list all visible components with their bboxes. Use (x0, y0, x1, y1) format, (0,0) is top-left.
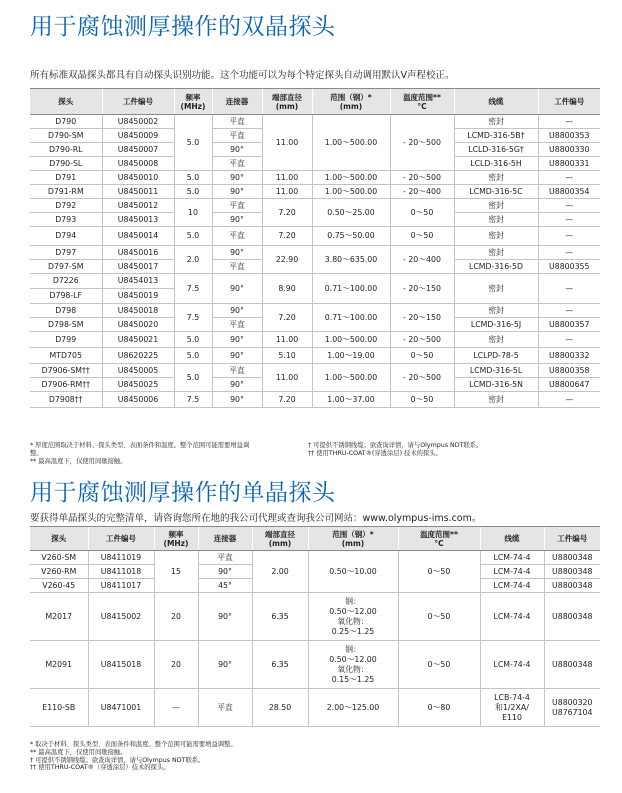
freq-cell: — (154, 689, 198, 727)
table-row (30, 593, 600, 641)
tipdiam-cell: 5.10 (262, 348, 312, 364)
cable-cell: LCMD-316-5D (454, 260, 538, 274)
col-frequency: 频率 (MHz) (174, 89, 212, 115)
cable-cell: 密封 (454, 392, 538, 408)
conn-cell: 平直 (212, 364, 262, 378)
footnote: ** 最高温度下，仅使用间歇接触。 (30, 748, 127, 756)
col-range: 范围（钢）* (mm) (308, 527, 398, 551)
temp-cell: - 20～500 (390, 332, 454, 348)
cable-item-cell: — (538, 246, 600, 260)
col-probe: 探头 (30, 89, 102, 115)
conn-cell: 平直 (212, 157, 262, 171)
probe-cell: D790 (30, 115, 102, 129)
range-cell: 2.00～125.00 (308, 689, 398, 727)
cable-item-cell: U8800348 (544, 593, 600, 641)
item-cell: U8411018 (88, 565, 154, 579)
col-item-number: 工件编号 (102, 89, 174, 115)
item-cell: U8450005 (102, 364, 174, 378)
temp-cell: - 20～500 (390, 115, 454, 171)
conn-cell: 90° (198, 641, 252, 689)
tipdiam-cell: 2.00 (252, 551, 308, 593)
cable-item-cell: — (538, 332, 600, 348)
footnote: ** 最高温度下，仅使用间歇接触。 (30, 457, 127, 465)
item-cell: U8454013 (102, 274, 174, 289)
tipdiam-cell: 7.20 (262, 199, 312, 227)
table-row (30, 115, 600, 129)
probe-cell: D791 (30, 171, 102, 185)
conn-cell: 90° (212, 392, 262, 408)
probe-cell: D792 (30, 199, 102, 213)
cable-item-cell: U8800647 (538, 378, 600, 392)
tipdiam-cell: 8.90 (262, 274, 312, 304)
item-cell: U8471001 (88, 689, 154, 727)
col-connector: 连接器 (212, 89, 262, 115)
cable-cell: LCLD-316-5G† (454, 143, 538, 157)
conn-cell: 90° (212, 348, 262, 364)
range-cell: 1.00～19.00 (312, 348, 390, 364)
item-cell: U8450016 (102, 246, 174, 260)
cable-cell: LCMD-316-5C (454, 185, 538, 199)
range-cell: 1.00～500.00 (312, 364, 390, 392)
conn-cell: 90° (212, 304, 262, 318)
footnote: †† 使用THRU-COAT®(穿透涂层) 技术的探头。 (308, 449, 442, 457)
conn-cell: 平直 (212, 199, 262, 213)
item-cell: U8450010 (102, 171, 174, 185)
cable-item-cell: U8800348 (544, 565, 600, 579)
probe-cell: M2091 (30, 641, 88, 689)
conn-cell: 平直 (212, 260, 262, 274)
item-cell: U8450014 (102, 227, 174, 246)
cable-item-cell: — (538, 274, 600, 304)
item-cell: U8620225 (102, 348, 174, 364)
temp-cell: 0～80 (398, 689, 480, 727)
item-cell: U8415018 (88, 641, 154, 689)
probe-cell: D790-SL (30, 157, 102, 171)
freq-cell: 7.5 (174, 304, 212, 332)
table-row (30, 185, 600, 199)
freq-cell: 20 (154, 593, 198, 641)
footnote: †† 使用THRU-COAT®（穿透涂层）技术的探头。 (30, 764, 170, 772)
cable-item-cell: U8800353 (538, 129, 600, 143)
cable-item-cell: U8800348 (544, 551, 600, 565)
cable-item-cell: — (538, 304, 600, 318)
conn-cell: 平直 (212, 318, 262, 332)
cable-cell: LCLD-316-5H (454, 157, 538, 171)
freq-cell: 15 (154, 551, 198, 593)
cable-cell: LCMD-316-5J (454, 318, 538, 332)
col-cable-item-number: 工件编号 (538, 89, 600, 115)
range-cell: 0.75～50.00 (312, 227, 390, 246)
cable-item-cell: U8800330 (538, 143, 600, 157)
freq-cell: 7.5 (174, 274, 212, 304)
temp-cell: 0～50 (390, 199, 454, 227)
range-cell: 1.00～500.00 (312, 332, 390, 348)
conn-cell: 平直 (212, 115, 262, 129)
conn-cell: 90° (212, 171, 262, 185)
single-probe-intro: 要获得单晶探头的完整清单，请咨询您所在地的我公司代理或查询我公司网站：www.olympus-ims.com。 (30, 513, 482, 524)
table-row (30, 227, 600, 246)
tipdiam-cell: 7.20 (262, 392, 312, 408)
range-cell: 0.50～25.00 (312, 199, 390, 227)
freq-cell: 5.0 (174, 185, 212, 199)
cable-cell: LCMD-316-5L (454, 364, 538, 378)
table-row (30, 551, 600, 565)
cable-cell: LCMD-316-5B† (454, 129, 538, 143)
footnote: † 可提供不锈钢线缆；欲查询详情，请与Olympus NDT联系。 (30, 756, 205, 764)
range-cell: 0.71～100.00 (312, 274, 390, 304)
freq-cell: 10 (174, 199, 212, 227)
probe-cell: D799 (30, 332, 102, 348)
item-cell: U8450019 (102, 289, 174, 304)
table-header-row (30, 527, 600, 551)
conn-cell: 90° (212, 213, 262, 227)
conn-cell: 90° (198, 593, 252, 641)
conn-cell: 平直 (198, 551, 252, 565)
probe-cell: D790-RL (30, 143, 102, 157)
freq-cell: 5.0 (174, 171, 212, 185)
col-probe: 探头 (30, 527, 88, 551)
freq-cell: 2.0 (174, 246, 212, 274)
cable-item-cell: U8800348 (544, 641, 600, 689)
table-row (30, 171, 600, 185)
freq-cell: 5.0 (174, 332, 212, 348)
probe-cell: D791-RM (30, 185, 102, 199)
cable-cell: LCM-74-4 (480, 565, 544, 579)
temp-cell: - 20～400 (390, 185, 454, 199)
item-cell: U8450008 (102, 157, 174, 171)
probe-cell: D7906-SM†† (30, 364, 102, 378)
footnote: * 取决于材料、探头类型、表面条件和温度。整个范围可能需要增益调整。 (30, 741, 237, 748)
col-temperature: 温度范围** °C (390, 89, 454, 115)
dual-probe-intro: 所有标准双晶探头都具有自动探头识别功能。这个功能可以为每个特定探头自动调用默认V声程校正。 (30, 70, 455, 81)
tipdiam-cell: 11.00 (262, 185, 312, 199)
temp-cell: 0～50 (398, 551, 480, 593)
item-cell: U8450021 (102, 332, 174, 348)
single-probe-footnotes (30, 741, 600, 772)
col-frequency: 频率 (MHz) (154, 527, 198, 551)
item-cell: U8450009 (102, 129, 174, 143)
item-cell: U8450025 (102, 378, 174, 392)
cable-cell: 密封 (454, 227, 538, 246)
tipdiam-cell: 11.00 (262, 364, 312, 392)
col-cable: 线缆 (454, 89, 538, 115)
item-cell: U8450002 (102, 115, 174, 129)
item-cell: U8450018 (102, 304, 174, 318)
probe-cell: D7908†† (30, 392, 102, 408)
conn-cell: 90° (198, 565, 252, 579)
cable-cell: 密封 (454, 115, 538, 129)
cable-cell: LCM-74-4 (480, 593, 544, 641)
cable-item-cell: U8800348 (544, 579, 600, 593)
probe-cell: D798-LF (30, 289, 102, 304)
table-row (30, 199, 600, 213)
table-row (30, 332, 600, 348)
range-cell: 0.50～10.00 (308, 551, 398, 593)
cable-item-cell: U8800358 (538, 364, 600, 378)
probe-cell: D7906-RM†† (30, 378, 102, 392)
temp-cell: 0～50 (398, 593, 480, 641)
range-cell: 钢： 0.50～12.00 氧化物： 0.15～1.25 (308, 641, 398, 689)
cable-cell: LCM-74-4 (480, 579, 544, 593)
table-row (30, 392, 600, 408)
tipdiam-cell: 11.00 (262, 332, 312, 348)
conn-cell: 90° (212, 185, 262, 199)
col-tip-diameter: 端部直径 (mm) (252, 527, 308, 551)
probe-cell: MTD705 (30, 348, 102, 364)
item-cell: U8450007 (102, 143, 174, 157)
probe-cell: D798-SM (30, 318, 102, 332)
cable-cell: 密封 (454, 171, 538, 185)
conn-cell: 90° (212, 332, 262, 348)
temp-cell: 0～50 (398, 641, 480, 689)
temp-cell: - 20～500 (390, 171, 454, 185)
temp-cell: - 20～500 (390, 364, 454, 392)
table-row (30, 304, 600, 318)
probe-cell: M2017 (30, 593, 88, 641)
temp-cell: 0～50 (390, 348, 454, 364)
conn-cell: 90° (212, 246, 262, 260)
conn-cell: 90° (212, 274, 262, 304)
cable-cell: 密封 (454, 246, 538, 260)
cable-item-cell: U8800320 U8767104 (544, 689, 600, 727)
dual-probe-footnotes-left (30, 442, 300, 465)
range-cell: 1.00～500.00 (312, 185, 390, 199)
item-cell: U8450006 (102, 392, 174, 408)
cable-item-cell: — (538, 213, 600, 227)
item-cell: U8450017 (102, 260, 174, 274)
cable-item-cell: U8800331 (538, 157, 600, 171)
probe-cell: V260-RM (30, 565, 88, 579)
probe-cell: D790-SM (30, 129, 102, 143)
cable-cell: LCM-74-4 (480, 551, 544, 565)
cable-item-cell: U8800354 (538, 185, 600, 199)
col-item-number: 工件编号 (88, 527, 154, 551)
dual-probe-footnotes-right (308, 442, 600, 458)
cable-item-cell: U8800332 (538, 348, 600, 364)
item-cell: U8450013 (102, 213, 174, 227)
freq-cell: 5.0 (174, 227, 212, 246)
tipdiam-cell: 28.50 (252, 689, 308, 727)
single-probe-section-title: 用于腐蚀测厚操作的单晶探头 (30, 480, 336, 506)
tipdiam-cell: 11.00 (262, 115, 312, 171)
col-temperature: 温度范围** °C (398, 527, 480, 551)
temp-cell: - 20～150 (390, 304, 454, 332)
cable-cell: 密封 (454, 304, 538, 318)
single-probe-table (30, 526, 600, 727)
table-row (30, 274, 600, 289)
range-cell: 钢： 0.50～12.00 氧化物： 0.25～1.25 (308, 593, 398, 641)
item-cell: U8415002 (88, 593, 154, 641)
table-row (30, 641, 600, 689)
cable-item-cell: — (538, 392, 600, 408)
cable-item-cell: U8800357 (538, 318, 600, 332)
tipdiam-cell: 7.20 (262, 227, 312, 246)
tipdiam-cell: 11.00 (262, 171, 312, 185)
table-row (30, 689, 600, 727)
tipdiam-cell: 6.35 (252, 593, 308, 641)
cable-item-cell: — (538, 199, 600, 213)
conn-cell: 平直 (198, 689, 252, 727)
freq-cell: 5.0 (174, 115, 212, 171)
cable-item-cell: — (538, 171, 600, 185)
cable-item-cell: — (538, 115, 600, 129)
item-cell: U8411019 (88, 551, 154, 565)
cable-cell: LCLPD-78-5 (454, 348, 538, 364)
cable-cell: 密封 (454, 274, 538, 304)
cable-cell: LCMD-316-5N (454, 378, 538, 392)
item-cell: U8411017 (88, 579, 154, 593)
cable-cell: LCM-74-4 (480, 641, 544, 689)
temp-cell: - 20～400 (390, 246, 454, 274)
item-cell: U8450020 (102, 318, 174, 332)
probe-cell: D797-SM (30, 260, 102, 274)
freq-cell: 5.0 (174, 348, 212, 364)
temp-cell: 0～50 (390, 227, 454, 246)
footnote: * 厚度范围取决于材料、探头类型、表面条件和温度。整个范围可能需要增益调 (30, 442, 250, 449)
freq-cell: 20 (154, 641, 198, 689)
range-cell: 1.00～37.00 (312, 392, 390, 408)
table-row (30, 246, 600, 260)
col-connector: 连接器 (198, 527, 252, 551)
cable-cell: LCB-74-4 和1/2XA/ E110 (480, 689, 544, 727)
tipdiam-cell: 22.90 (262, 246, 312, 274)
cable-cell: 密封 (454, 332, 538, 348)
conn-cell: 平直 (212, 129, 262, 143)
cable-cell: 密封 (454, 199, 538, 213)
probe-cell: D798 (30, 304, 102, 318)
dual-probe-table (30, 88, 600, 408)
dual-probe-section-title: 用于腐蚀测厚操作的双晶探头 (30, 14, 336, 40)
range-cell: 1.00～500.00 (312, 171, 390, 185)
probe-cell: V260-SM (30, 551, 88, 565)
probe-cell: V260-45 (30, 579, 88, 593)
range-cell: 0.71～100.00 (312, 304, 390, 332)
table-row (30, 364, 600, 378)
table-header-row (30, 89, 600, 115)
range-cell: 3.80～635.00 (312, 246, 390, 274)
col-range: 范围（钢）* (mm) (312, 89, 390, 115)
probe-cell: D793 (30, 213, 102, 227)
item-cell: U8450011 (102, 185, 174, 199)
item-cell: U8450012 (102, 199, 174, 213)
probe-cell: D794 (30, 227, 102, 246)
cable-cell: 密封 (454, 213, 538, 227)
footnote: 整。 (30, 449, 43, 457)
conn-cell: 90° (212, 378, 262, 392)
col-tip-diameter: 端部直径 (mm) (262, 89, 312, 115)
conn-cell: 90° (212, 143, 262, 157)
cable-item-cell: — (538, 227, 600, 246)
temp-cell: 0～50 (390, 392, 454, 408)
cable-item-cell: U8800355 (538, 260, 600, 274)
conn-cell: 45° (198, 579, 252, 593)
probe-cell: D7226 (30, 274, 102, 289)
conn-cell: 平直 (212, 227, 262, 246)
range-cell: 1.00～500.00 (312, 115, 390, 171)
probe-cell: D797 (30, 246, 102, 260)
freq-cell: 7.5 (174, 392, 212, 408)
tipdiam-cell: 6.35 (252, 641, 308, 689)
table-row (30, 348, 600, 364)
probe-cell: E110-SB (30, 689, 88, 727)
freq-cell: 5.0 (174, 364, 212, 392)
footnote: † 可提供不锈钢线缆；欲查询详情，请与Olympus NDT联系。 (308, 442, 483, 449)
col-cable: 线缆 (480, 527, 544, 551)
col-cable-item-number: 工件编号 (544, 527, 600, 551)
tipdiam-cell: 7.20 (262, 304, 312, 332)
temp-cell: - 20～150 (390, 274, 454, 304)
